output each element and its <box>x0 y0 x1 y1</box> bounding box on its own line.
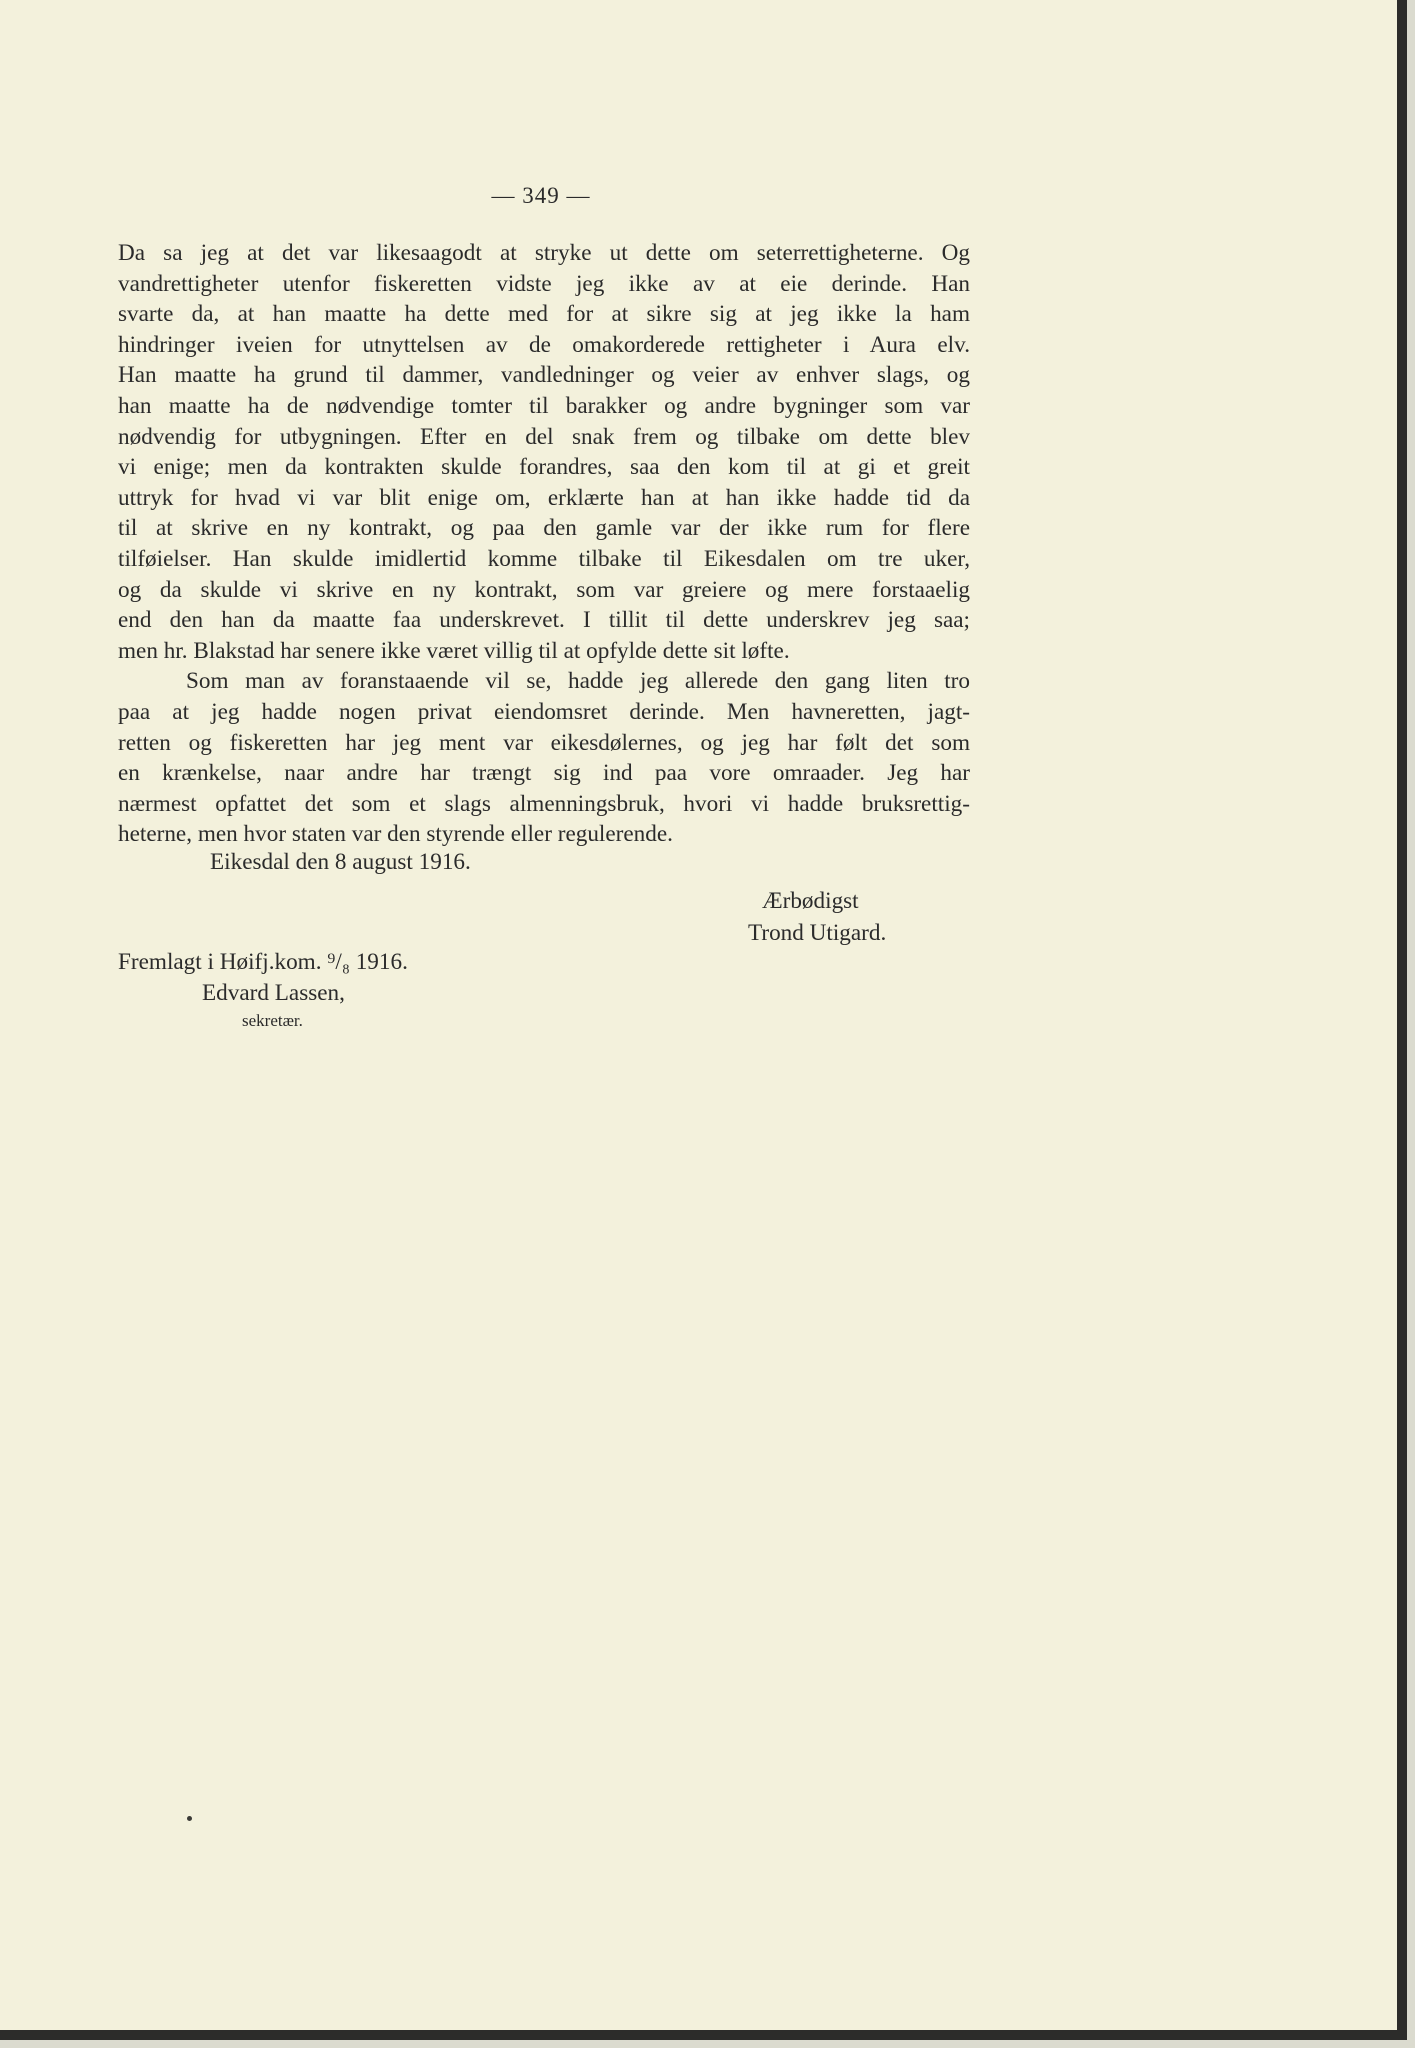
text-line: hindringer iveien for utnyttelsen av de omakorderede rettigheter i Aura elv. <box>118 331 970 358</box>
text-line: vandrettigheter utenfor fiskeretten vidste jeg ikke av at eie derinde. Han <box>118 270 970 297</box>
text-line: uttryk for hvad vi var blit enige om, erklærte han at han ikke hadde tid da <box>118 484 970 511</box>
text-line: Da sa jeg at det var likesaagodt at stryke ut dette om seterrettigheterne. Og <box>118 240 970 266</box>
closing-block <box>748 885 918 949</box>
text-line: Han maatte ha grund til dammer, vandledninger og veier av enhver slags, og <box>118 362 970 389</box>
ink-speck <box>187 1816 192 1821</box>
paragraph-1 <box>118 238 970 666</box>
text-line: vi enige; men da kontrakten skulde forandres, saa den kom til at gi et greit <box>118 454 970 481</box>
text-line: men hr. Blakstad har senere ikke været villig til at opfylde dette sit løfte. <box>118 637 790 664</box>
text-line: tilføielser. Han skulde imidlertid komme tilbake til Eikesdalen om tre uker, <box>118 545 970 572</box>
text-line: og da skulde vi skrive en ny kontrakt, som var greiere og mere forstaaelig <box>118 576 970 603</box>
text-line: end den han da maatte faa underskrevet. I tillit til dette underskrev jeg saa; <box>118 607 970 634</box>
paragraph-2 <box>118 666 970 850</box>
signature: Trond Utigard. <box>748 920 887 946</box>
text-line: til at skrive en ny kontrakt, og paa den gamle var der ikke rum for flere <box>118 515 970 542</box>
text-line: heterne, men hvor staten var den styrende eller regulerende. <box>118 821 673 848</box>
text-line: paa at jeg hadde nogen privat eiendomsret derinde. Men havneretten, jagt- <box>118 698 970 725</box>
filing-line: Fremlagt i Høifj.kom. ⁹/₈ 1916. <box>118 949 408 975</box>
salutation: Ærbødigst <box>762 888 859 914</box>
text-line: nærmest opfattet det som et slags almenningsbruk, hvori vi hadde bruksrettig- <box>118 790 970 817</box>
filing-note <box>118 947 408 1033</box>
text-line: retten og fiskeretten har jeg ment var eikesdølernes, og jeg har følt det som <box>118 729 970 756</box>
dateline: Eikesdal den 8 august 1916. <box>210 849 471 875</box>
secretary-title: sekretær. <box>242 1011 303 1030</box>
text-line: nødvendig for utbygningen. Efter en del snak frem og tilbake om dette blev <box>118 423 970 450</box>
letter-body <box>118 238 970 850</box>
text-line: en krænkelse, naar andre har trængt sig ind paa vore omraader. Jeg har <box>118 760 970 787</box>
text-line: Som man av foranstaaende vil se, hadde jeg allerede den gang liten tro <box>186 668 970 695</box>
secretary-name: Edvard Lassen, <box>202 980 345 1006</box>
text-line: svarte da, at han maatte ha dette med for at sikre sig at jeg ikke la ham <box>118 301 970 328</box>
page-number: — 349 — <box>491 183 591 208</box>
text-line: han maatte ha de nødvendige tomter til barakker og andre bygninger som var <box>118 392 970 419</box>
